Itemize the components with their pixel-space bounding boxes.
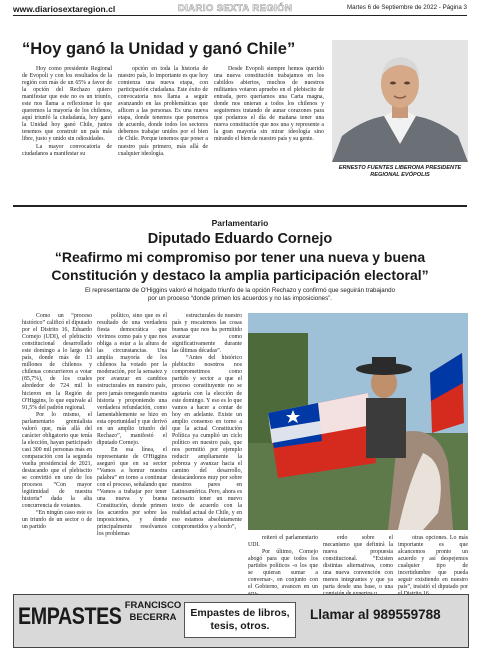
ad-phone: Llamar al 989559788 — [310, 607, 441, 622]
date-and-page: Martes 6 de Septiembre de 2022 - Página 3 — [346, 4, 467, 11]
ad-service-line-1: Empastes de libros, — [190, 607, 290, 619]
ad-brand: EMPASTES — [18, 603, 122, 630]
paragraph: La mayor convocatoria de ciudadanos a manifestar su — [22, 143, 112, 157]
subtitle-line-1: “Reafirmo mi compromiso por tener una nueva y buena — [54, 249, 426, 265]
site-url: www.diariosextaregion.cl — [13, 4, 116, 14]
article2-column-4 — [248, 535, 318, 598]
ad-owner — [118, 600, 188, 624]
paragraph: opción en toda la historia de nuestro país, lo importante es que hoy comienza una nueva etapa, con participación ciudadana. Este éxito de convocatoria nos llama a seguir avanzando en las problemáticas que aflicen a las personas. Es una nueva etapa, donde tenemos que ponernos de acuerdo, donde todos los sectores debemos trabajar unidos por el bien de Chile. Porque tenemos que poner a nuestro país primero, más allá de cualquier ideología. — [118, 66, 208, 157]
article1-column-3 — [214, 66, 324, 144]
paragraph: Como un “proceso histórico” calificó el diputado por el Distrito 16, Eduardo Cornejo (UDI), el plebiscito constitucional desarrollado este domingo a lo largo del país, donde más de 13 millones de chilenos y chilenas concurrieron a votar (85,7%), de los cuales alrededor de 724 mil lo hicieron en la Región de O'Higgins, lo que equivale al 91,5% del padrón regional. — [22, 313, 92, 411]
ad-service-line-2: tesis, otros. — [210, 620, 270, 632]
lead-line-2: por un proceso “donde primen los acuerdos y no las imposiciones”. — [147, 294, 332, 302]
paragraph: estructurales de nuestro país y rescatemos las cosas buenas que nos ha permitido avanzar como significativamente durante las últimas décadas”. — [172, 313, 242, 355]
article2-column-3 — [172, 313, 242, 531]
newspaper-name: DIARIO SEXTA REGIÓN — [178, 3, 293, 14]
article1-column-1 — [22, 66, 112, 158]
paragraph: erdo sobre el mecanismo que definirá la nueva propuesta constitucional. “Existen distintas alternativas, como una nueva convención con menos integrantes y que ya parta desde una base, o una — [323, 535, 393, 591]
paragraph: Por lo mismo, el parlamentario gremialista valoró que, más allá del carácter obligatorio que tenía la elección, hayan participado casi 300 mil personas más en comparación con la segunda vuelta presidencial de 2021, destacando que el plebiscito se convirtió en uno de los procesos “Con mayor legitimidad de nuestra historia” dada la alta concurrencia de votantes. — [22, 411, 92, 510]
paragraph: Desde Evopoli siempre hemos querido una nueva constitución trabajamos en los cabildos abiertos, muchos de nuestros militantes votaron apruebo en el plebiscito de entrada, pero queríamos una Carta magna, donde nos unieran a todos los chilenos y seguiremos tratando de aunar corazones para que podamos el día de mañana tener una nueva constitución que nos una y represente a la gran mayoría sin mirar ideología sino mirando el bien de nuestro país y su gente. — [214, 66, 324, 143]
section-label: Parlamentario — [211, 218, 269, 228]
section-rule — [13, 205, 467, 207]
article2-column-2 — [97, 313, 167, 539]
paragraph: “En ningún caso este es un triunfo de un sector o de un partido — [22, 510, 92, 531]
ad-owner-line-2: BECERRA — [129, 612, 177, 623]
paragraph: político, sino que es el resultado de una verdadera fiesta democrática que vivimos como país y que nos obliga a estar a la altura de las circunstancias. Una amplia mayoría de los chilenos ha votado por la moderación, por la sensatez y por avanzar en cambios estructurales en nuestro país, pero jamás renegando nuestra historia y proponiendo una verdadera refundación, como lamentablemente se hizo en esta oportunidad y que derivó en un amplio triunfo del Rechazo”, manifestó el diputado Cornejo. — [97, 313, 167, 446]
paragraph: Por último, Cornejo abogó para que todos los partidos políticos -o los que se quieran sumar a conversar-, en conjunto con el Gobierno, avancen en un — [248, 549, 318, 591]
paragraph: “Antes del histórico plebiscito nosotros nos comprometimos como partido y sector a que el proceso constituyente no se agotaría con la elección de este domingo. Y eso es lo que vamos a hacer a contar de hoy en adelante. Existe un amplio consenso en torno a que la actual Constitución Política ya cumplió un ciclo político en nuestro país, que nos permitió por ejemplo reducir ampliamente la pobreza y avanzar hacia el camino del desarrollo, destacándonos muy por sobre nuestros pares en Latinoamérica. Pero, ahora es necesario tener un nuevo texto de acuerdo con la realidad actual de Chile, y en eso estamos absolutamente comprometidos y a bordo”, — [172, 355, 242, 531]
paragraph: reiteró el parlamentario UDI. — [248, 535, 318, 549]
article2-column-1 — [22, 313, 92, 531]
portrait-photo — [332, 40, 468, 162]
article2-title: Diputado Eduardo Cornejo — [147, 231, 333, 247]
ad-owner-line-1: FRANCISCO — [124, 600, 182, 611]
article2-lead — [40, 287, 440, 302]
article2-column-6 — [398, 535, 468, 598]
lead-line-1: El representante de O'Higgins valoró el holgado triunfo de la opción Rechazo y confirmó que seguirán trabajando — [84, 287, 396, 294]
horseback-flag-photo — [248, 313, 468, 530]
header-rule — [13, 15, 467, 16]
ad-services-box — [184, 602, 296, 638]
article2-subtitle — [0, 248, 480, 284]
paragraph: En esa línea, el representante de O'Higgins aseguró que en su sector “Vamos a honrar nuestra palabra” en torno a continuar con el proceso, señalando que “Vamos a trabajar por tener una nueva y buena Constitución, donde primen los acuerdos por sobre las imposiciones, y donde principalmente resolvamos los problemas — [97, 446, 167, 538]
article1-column-2 — [118, 66, 208, 158]
article1-title: “Hoy ganó la Unidad y ganó Chile” — [22, 40, 296, 58]
article2-column-5 — [323, 535, 393, 598]
paragraph: Hoy como presidente Regional de Evopoli y con los resultados de la región con más de un 65% a favor de la opción del Rechazo quiero manifestar que este no es un triunfo, este nos llama a reflexionar lo que queremos la mayoría de los chilenos, aquí triunfó la ciudadanía, hoy ganó la Unidad hoy ganó Chile, juntos tenemos que construir un país más libre, justo y unido sin odiosidades. — [22, 66, 112, 143]
paragraph: otras opciones. Lo más importante es que alcancemos pronto un acuerdo y así despejemos cualquier tipo de incertidumbre que pueda seguir existiendo en nuestro país”, insistió el diputado por — [398, 535, 468, 591]
portrait-illustration — [332, 40, 468, 162]
photo-illustration — [248, 313, 468, 530]
subtitle-line-2: Constitución y destaco la amplia participación electoral” — [51, 267, 429, 283]
portrait-caption: ERNESTO FUENTES LIBERONA PRESIDENTE REGIONAL EVÓPOLIS — [338, 165, 462, 178]
